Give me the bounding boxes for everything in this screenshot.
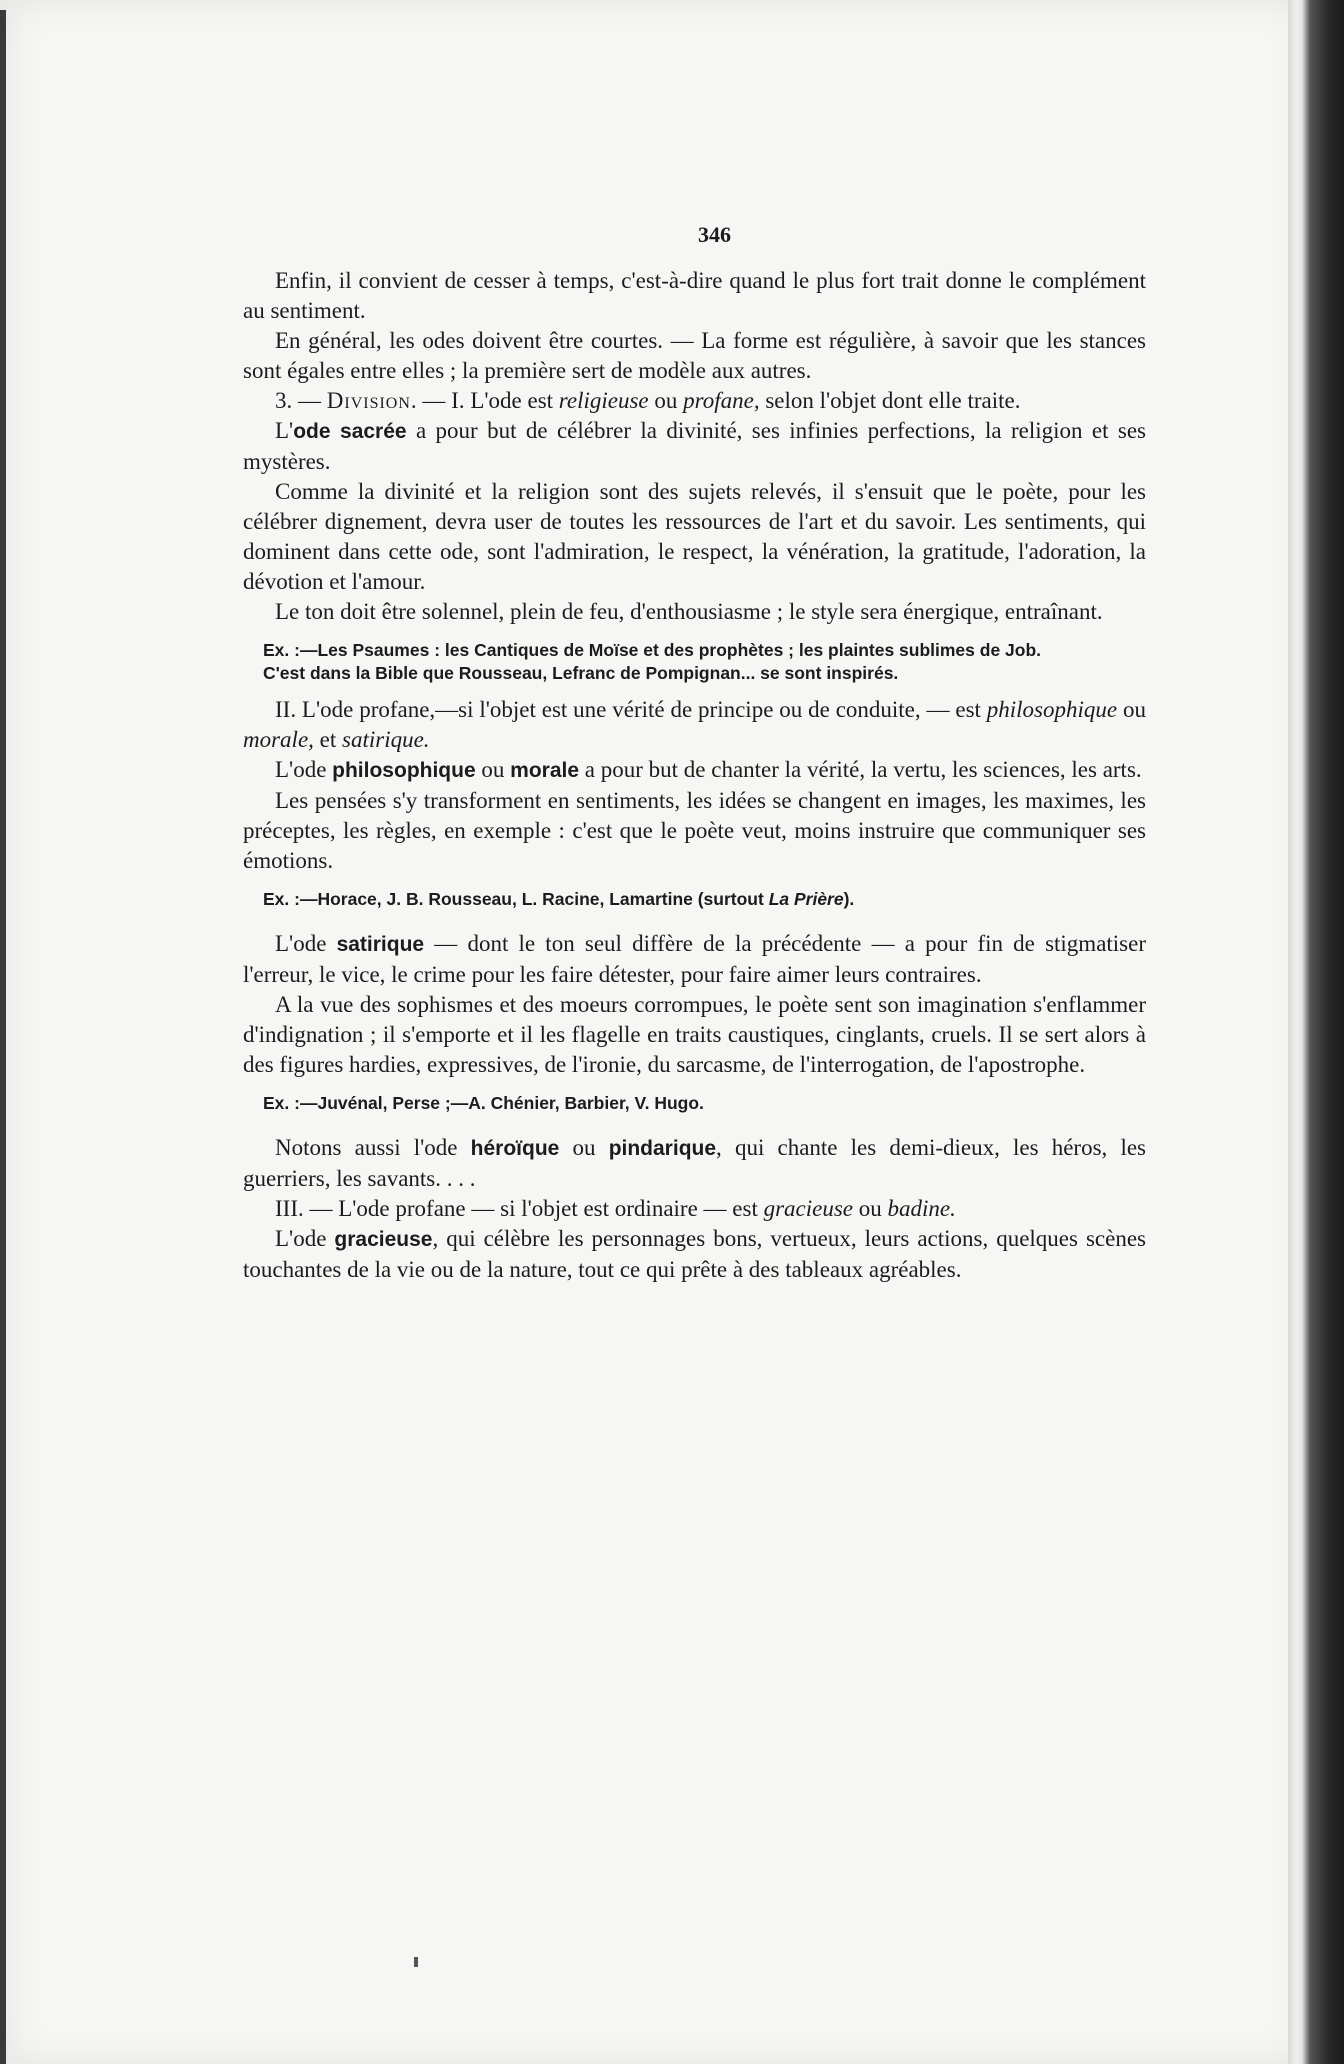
page-text xyxy=(243,220,1146,1285)
text-run: 3. — xyxy=(275,388,327,413)
bold-heroique: héroïque xyxy=(470,1137,560,1160)
text-run: L'ode xyxy=(275,931,337,956)
text-run: ou xyxy=(648,388,684,413)
text-run: selon l'objet dont elle traite. xyxy=(759,388,1021,413)
spacer xyxy=(243,1125,1146,1133)
page-right-edge xyxy=(1288,0,1344,2064)
example-block-3 xyxy=(243,1092,1146,1115)
bold-morale: morale xyxy=(510,759,580,782)
text-run: Notons aussi l'ode xyxy=(275,1135,471,1160)
paragraph-les-pensees: Les pensées s'y transforment en sentiments, les idées se changent en images, les maximes, les préceptes, les règles, en exemple : c'est que le poète veut, moins instruire que communiquer ses émotions. xyxy=(243,788,1146,873)
paragraph-ode-profane-iii xyxy=(243,1194,1146,1224)
division-heading: Division xyxy=(326,388,411,413)
italic-badine: badine. xyxy=(887,1196,956,1221)
paragraph-division xyxy=(243,386,1146,416)
paragraph-ode-profane xyxy=(243,695,1146,755)
example-juvenal: Ex. :—Juvénal, Perse ;—A. Chénier, Barbier, V. Hugo. xyxy=(263,1093,704,1113)
text-run: et xyxy=(313,727,343,752)
text-run: L' xyxy=(275,418,294,443)
text-run: , qui célèbre les personnages bons, vertueux, leurs actions, quelques scènes touchantes de la vie ou de la nature, tout ce qui prête à des tableaux agréables. xyxy=(243,1226,1146,1282)
text-run: Ex. :—Horace, J. B. Rousseau, L. Racine, Lamartine (surtout xyxy=(263,889,769,909)
text-run: ou xyxy=(853,1196,888,1221)
paragraph-ode-sacree xyxy=(243,416,1146,477)
example-block-2 xyxy=(243,888,1146,911)
italic-gracieuse: gracieuse xyxy=(763,1196,854,1221)
paragraph-a-la-vue: A la vue des sophismes et des moeurs corrompues, le poète sent son imagination s'enflammer d'indignation ; il s'emporte et il les flagelle en traits caustiques, cinglants, cruels. Il se sert alors à des figures hardies, expressives, de l'ironie, du sarcasme, de l'interrogation, de l'apostrophe. xyxy=(243,992,1146,1077)
bold-ode-sacree: ode sacrée xyxy=(293,420,407,443)
paragraph-en-general: En général, les odes doivent être courtes. — La forme est régulière, à savoir que les stances sont égales entre elles ; la première sert de modèle aux autres. xyxy=(243,328,1146,383)
bold-gracieuse: gracieuse xyxy=(334,1228,433,1251)
ink-speck xyxy=(414,1957,418,1967)
text-run: . — I. L'ode est xyxy=(410,388,559,413)
italic-religieuse: religieuse xyxy=(558,388,649,413)
text-run: ou xyxy=(559,1135,609,1160)
example-psaumes: Ex. :—Les Psaumes : les Cantiques de Moïse et des prophètes ; les plaintes sublimes de Job. xyxy=(263,640,1042,660)
paragraph-comme: Comme la divinité et la religion sont des sujets relevés, il s'ensuit que le poète, pour les célébrer dignement, devra user de toutes les ressources de l'art et du savoir. Les sentiments, qui dominent dans cette ode, sont l'admiration, le respect, la vénération, la gratitude, l'adoration, la dévotion et l'amour. xyxy=(243,479,1146,594)
example-horace xyxy=(243,888,1146,911)
italic-philosophique: philosophique xyxy=(986,697,1118,722)
text-run: — dont le ton seul diffère de la précédente — a pour fin de stigmatiser l'erreur, le vice, le crime pour les faire détester, pour faire aimer leurs contraires. xyxy=(243,931,1146,987)
text-run: ou xyxy=(1117,697,1146,722)
paragraph-ode-philosophique xyxy=(243,755,1146,786)
bold-philosophique: philosophique xyxy=(332,759,476,782)
text-run: a pour but de chanter la vérité, la vertu, les sciences, les arts. xyxy=(579,757,1142,782)
italic-profane: profane, xyxy=(683,388,760,413)
text-run: L'ode xyxy=(275,1226,335,1251)
example-bible: C'est dans la Bible que Rousseau, Lefranc de Pompignan... se sont inspirés. xyxy=(263,663,899,683)
page-number: 346 xyxy=(698,222,731,247)
text-run: ). xyxy=(843,889,855,909)
text-run: a pour but de célébrer la divinité, ses infinies perfections, la religion et ses mystères. xyxy=(243,418,1146,474)
text-run: , qui chante les demi-dieux, les héros, les guerriers, les savants. . . . xyxy=(243,1135,1147,1191)
paragraph-enfin: Enfin, il convient de cesser à temps, c'est-à-dire quand le plus fort trait donne le complément au sentiment. xyxy=(243,268,1146,323)
bold-pindarique: pindarique xyxy=(608,1137,717,1160)
text-run: L'ode xyxy=(275,757,333,782)
text-run: III. — L'ode profane — si l'objet est ordinaire — est xyxy=(275,1196,764,1221)
italic-la-priere: La Prière xyxy=(768,889,844,909)
bold-satirique: satirique xyxy=(336,933,425,956)
paragraph-notons xyxy=(243,1133,1146,1194)
paragraph-le-ton: Le ton doit être solennel, plein de feu, d'enthousiasme ; le style sera énergique, entraînant. xyxy=(275,599,1103,624)
spacer xyxy=(243,921,1146,929)
italic-morale: morale, xyxy=(243,727,314,752)
text-run: ou xyxy=(475,757,511,782)
text-run: II. L'ode profane,—si l'objet est une vérité de principe ou de conduite, — est xyxy=(275,697,987,722)
example-block-1 xyxy=(243,639,1146,685)
italic-satirique: satirique. xyxy=(342,727,430,752)
paragraph-ode-satirique xyxy=(243,929,1146,990)
paragraph-ode-gracieuse xyxy=(243,1224,1146,1285)
